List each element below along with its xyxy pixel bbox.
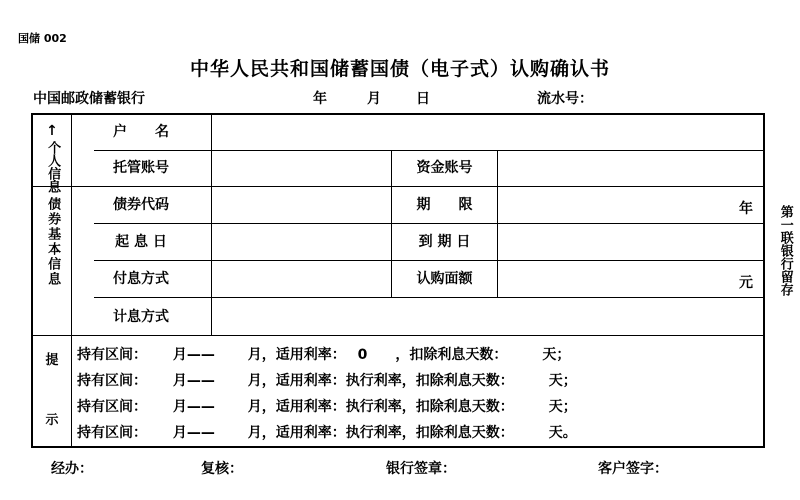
label-account-name: 户 名 (113, 124, 169, 140)
section-person-label: 个人信息 (45, 140, 61, 193)
col-divider (497, 150, 498, 297)
section-bond-label: 债券基本信息 (45, 197, 61, 287)
amount-unit-yuan: 元 (739, 275, 753, 291)
bank-name: 中国邮政储蓄银行 (33, 91, 145, 107)
footer-handler: 经办： (51, 461, 93, 477)
row-divider (33, 186, 765, 187)
copy-stub-text: 第一联银行留存 (777, 205, 793, 296)
document-title: 中华人民共和国储蓄国债（电子式）认购确认书 (189, 58, 610, 80)
label-funds-account: 资金账号 (416, 160, 473, 176)
notice-row: 持有区间： 月—— 月，适用利率：执行利率，扣除利息天数： 天； (77, 373, 577, 389)
section-note-char: 提 (45, 353, 59, 368)
col-divider (211, 115, 212, 335)
label-term: 期 限 (416, 197, 473, 213)
footer-reviewer: 复核： (201, 461, 243, 477)
date-day-label: 日 (416, 91, 430, 107)
notice-row: 持有区间： 月—— 月，适用利率： 0 ，扣除利息天数： 天； (77, 347, 571, 363)
label-value-date: 起 息 日 (115, 234, 167, 250)
row-divider (94, 260, 765, 261)
notice-row: 持有区间： 月—— 月，适用利率：执行利率，扣除利息天数： 天。 (77, 425, 577, 441)
label-bond-code: 债券代码 (113, 197, 169, 213)
form-table (31, 113, 765, 448)
footer-customer-sign: 客户签字： (598, 461, 668, 477)
date-month-label: 月 (367, 91, 381, 107)
section-note-char: 示 (45, 413, 59, 429)
copy-stub-label (776, 205, 794, 296)
row-divider (94, 297, 765, 298)
form-code: 国储 002 (18, 32, 67, 45)
label-interest-calc: 计息方式 (113, 309, 169, 325)
section-bond-info (37, 197, 67, 287)
col-divider (391, 150, 392, 297)
label-payment-method: 付息方式 (113, 271, 169, 287)
term-unit-year: 年 (739, 201, 753, 217)
section-note (37, 353, 67, 430)
row-divider (33, 335, 765, 336)
row-divider (94, 150, 765, 151)
label-maturity-date: 到 期 日 (418, 234, 471, 250)
section-arrow-icon: ↑ (46, 123, 58, 139)
row-divider (94, 223, 765, 224)
notice-row: 持有区间： 月—— 月，适用利率：执行利率，扣除利息天数： 天； (77, 399, 577, 415)
date-year-label: 年 (313, 91, 327, 107)
serial-number-label: 流水号： (537, 91, 593, 107)
section-person-info (37, 123, 67, 193)
label-subscription-amount: 认购面额 (416, 271, 473, 287)
footer-bank-seal: 银行签章： (386, 461, 456, 477)
col-divider (71, 115, 72, 448)
label-custody-account: 托管账号 (113, 160, 169, 176)
